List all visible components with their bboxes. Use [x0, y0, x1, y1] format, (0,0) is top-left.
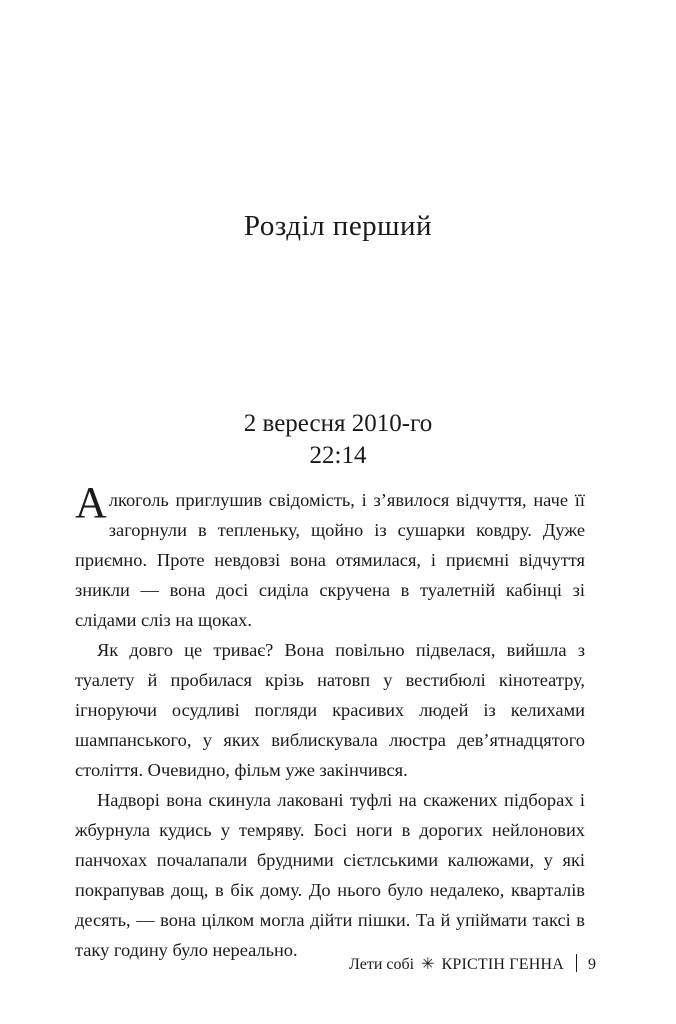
- paragraph: [75, 478, 585, 635]
- book-title: Лети собі: [348, 956, 415, 973]
- body-text: [75, 478, 585, 965]
- running-footer: [349, 954, 596, 974]
- paragraph: Надворі вона скинула лаковані туфлі на скажених підборах і жбурнула кудись у темряву. Босі ноги в дорогих нейлонових панчохах почалапали брудними сієтлськими калюжами, у які покрапував дощ, в бік дому. До нього було недалеко, кварталів десять, — вона цілком могла дійти пішки. Та й упіймати таксі в таку годину було нереально.: [75, 790, 585, 960]
- footer-divider: [576, 954, 577, 972]
- section-time: 22:14: [309, 442, 367, 469]
- chapter-title: Розділ перший: [243, 210, 433, 242]
- drop-cap: А: [75, 478, 107, 527]
- section-heading: [0, 408, 676, 472]
- page-number: 9: [588, 956, 596, 973]
- section-date: 2 вересня 2010-го: [243, 410, 433, 437]
- paragraph: Як довго це триває? Вона повільно підвелася, вийшла з туалету й пробилася крізь натовп у вестибюлі кінотеатру, ігноруючи осудливі погляди красивих людей із келихами шампанського, у яких виблискувала люстра дев’ятнадцятого століття. Очевидно, фільм уже закінчився.: [75, 640, 585, 780]
- asterisk-star-icon: ✳: [421, 956, 435, 973]
- author-name: КРІСТІН ГЕННА: [441, 956, 564, 973]
- paragraph-text: лкоголь приглушив свідомість, і з’явилося відчуття, наче її загорнули в тепленьку, щойно із сушарки ковдру. Дуже приємно. Проте невдовзі вона отямилася, і приємні відчуття зникли — вона досі сиділа скручена в туалетній кабінці зі слідами сліз на щоках.: [75, 490, 585, 630]
